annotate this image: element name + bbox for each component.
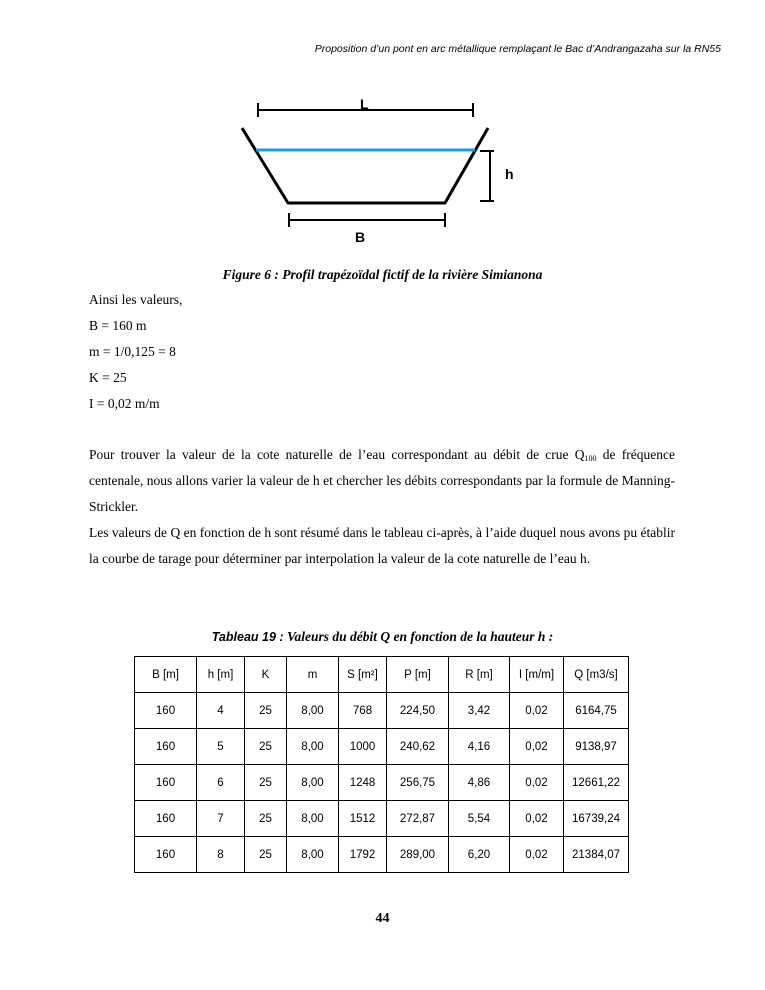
table-cell: 9138,97 [564, 729, 629, 765]
value-B: B = 160 m [89, 318, 147, 333]
table-cell: 4,86 [449, 765, 510, 801]
table-cell: 5 [197, 729, 245, 765]
table-cell: 272,87 [387, 801, 449, 837]
table-cell: 160 [135, 693, 197, 729]
table-cell: 8,00 [287, 837, 339, 873]
value-m: m = 1/0,125 = 8 [89, 344, 176, 359]
table-cell: 4,16 [449, 729, 510, 765]
table-cell: 21384,07 [564, 837, 629, 873]
table-cell: 16739,24 [564, 801, 629, 837]
table-cell: 8,00 [287, 801, 339, 837]
paragraph-method: Pour trouver la valeur de la cote naturelle de l’eau correspondant au débit de crue $Q_{100}$ de fréquence centenale, nous allons varier la valeur de h et chercher les débits correspondants par la formule de Manning-Strickler. [89, 447, 675, 514]
table-row [135, 837, 629, 873]
page-number: 44 [375, 911, 390, 926]
table-cell: 8,00 [287, 729, 339, 765]
table-cell: 160 [135, 801, 197, 837]
table-cell: 7 [197, 801, 245, 837]
table-row [135, 765, 629, 801]
table-cell: 160 [135, 837, 197, 873]
values-intro: Ainsi les valeurs, [89, 292, 183, 307]
table-cell: 240,62 [387, 729, 449, 765]
table-cell: 0,02 [510, 801, 564, 837]
table-cell: 12661,22 [564, 765, 629, 801]
table-header-cell: I [m/m] [510, 657, 564, 693]
table-cell: 160 [135, 729, 197, 765]
table-row [135, 693, 629, 729]
label-B: B [355, 229, 366, 245]
table-cell: 6 [197, 765, 245, 801]
table-cell: 6164,75 [564, 693, 629, 729]
table-cell: 5,54 [449, 801, 510, 837]
table-cell: 768 [339, 693, 387, 729]
value-I: I = 0,02 m/m [89, 396, 160, 411]
table-header-cell: m [287, 657, 339, 693]
table-cell: 256,75 [387, 765, 449, 801]
table-cell: 3,42 [449, 693, 510, 729]
table-cell: 0,02 [510, 693, 564, 729]
table-cell: 6,20 [449, 837, 510, 873]
table-cell: 224,50 [387, 693, 449, 729]
table-caption: Tableau 19 : Valeurs du débit Q en fonction de la hauteur h : [211, 629, 554, 644]
values-list [89, 292, 182, 422]
table-header-cell: S [m²] [339, 657, 387, 693]
label-h: h [505, 166, 514, 182]
table-cell: 4 [197, 693, 245, 729]
table-header-cell: B [m] [135, 657, 197, 693]
table-header-cell: R [m] [449, 657, 510, 693]
table-cell: 8 [197, 837, 245, 873]
table-cell: 25 [245, 729, 287, 765]
table-header-row [135, 657, 629, 693]
table-cell: 25 [245, 837, 287, 873]
table-header-cell: h [m] [197, 657, 245, 693]
table-cell: 1512 [339, 801, 387, 837]
table-cell: 25 [245, 765, 287, 801]
table-cell: 1000 [339, 729, 387, 765]
table-row [135, 729, 629, 765]
table-cell: 25 [245, 693, 287, 729]
table-cell: 0,02 [510, 729, 564, 765]
table-cell: 1792 [339, 837, 387, 873]
table-header-cell: P [m] [387, 657, 449, 693]
table-cell: 0,02 [510, 765, 564, 801]
trapezoidal-profile-figure [225, 90, 535, 250]
trapezoid-diagram [225, 90, 535, 250]
table-cell: 289,00 [387, 837, 449, 873]
table-cell: 8,00 [287, 693, 339, 729]
table-row [135, 801, 629, 837]
paragraph-table-intro: Les valeurs de Q en fonction de h sont résumé dans le tableau ci-après, à l’aide duquel nous avons pu établir la courbe de tarage pour déterminer par interpolation la valeur de la cote naturelle de l’eau h. [89, 525, 675, 566]
channel-outline [242, 128, 488, 203]
discharge-table [134, 656, 629, 873]
table-cell: 8,00 [287, 765, 339, 801]
table-header-cell: Q [m3/s] [564, 657, 629, 693]
table-cell: 160 [135, 765, 197, 801]
running-header: Proposition d’un pont en arc métallique remplaçant le Bac d’Andrangazaha sur la RN55 [314, 43, 721, 55]
value-K: K = 25 [89, 370, 127, 385]
table-cell: 1248 [339, 765, 387, 801]
table-cell: 25 [245, 801, 287, 837]
table-header-cell: K [245, 657, 287, 693]
table-cell: 0,02 [510, 837, 564, 873]
label-L: L [360, 96, 369, 112]
figure-caption: Figure 6 : Profil trapézoïdal fictif de la rivière Simianona [222, 267, 543, 282]
